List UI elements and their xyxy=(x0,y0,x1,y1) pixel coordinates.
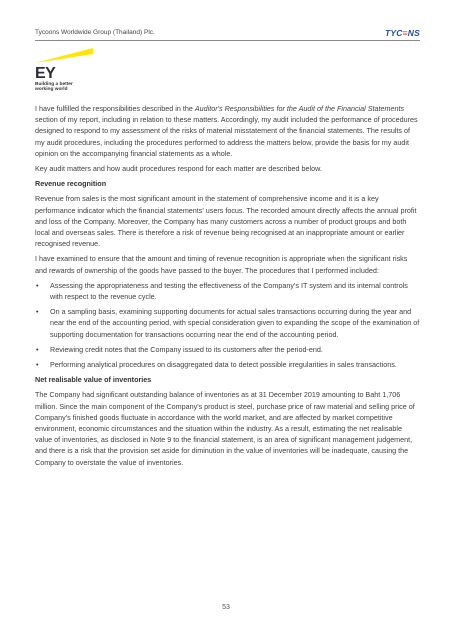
brand-left: TYC xyxy=(385,28,403,38)
inventories-paragraph: The Company had significant outstanding balance of inventories as at 31 December 2019 amounting to Baht 1,706 million. Since the main component of the Company's product is steel, purchase price of raw material and selling price of Company's finished goods fluctuate in accordance with the world market, and are affected by market competitive environment, economic circumstances and the situation within the industry. As a result, estimating the net realisable value of inventories, as disclosed in Note 9 to the financial statement, is an area of significant management judgement, and there is a risk that the provision set aside for diminution in the value of inventories will be inadequate, causing the Company to overstate the value of inventories. xyxy=(35,390,415,467)
ey-tagline-line-1: Building a better xyxy=(35,82,73,87)
revenue-paragraph: Revenue from sales is the most significant amount in the statement of comprehensive income and it is a key performance indicator which the financial statements' users focus. The recorded amount directly affects the annual profit and loss of the Company. Moreover, the Company has many customers across a number of product groups and both local and overseas sales. There is therefore a risk of revenue being recognised at an inappropriate amount or earlier recognised revenue. xyxy=(35,194,417,249)
list-item: • Performing analytical procedures on disaggregated data to detect possible irregularities in sales transactions. xyxy=(35,359,420,370)
report-body xyxy=(35,103,420,472)
brand-right: NS xyxy=(407,28,420,38)
list-item: • Reviewing credit notes that the Company issued to its customers after the period-end. xyxy=(35,344,420,355)
company-name: Tycoons Worldwide Group (Thailand) Plc. xyxy=(35,29,155,36)
brand-mark: ≡ xyxy=(402,28,408,38)
intro-text-rest: section of my report, including in relation to these matters. Accordingly, my audit included the performance of procedures designed to respond to my assessment of the risks of material misstatement of the financial statements. The results of my audit procedures, including the procedures performed to address the matters below, provide the basis for my audit opinion on the accompanying financial statements as a whole. xyxy=(35,115,418,158)
intro-text: I have fulfilled the responsibilities described in the xyxy=(35,104,195,113)
ey-logo xyxy=(35,48,105,92)
intro-paragraph xyxy=(35,103,420,159)
list-item: • On a sampling basis, examining supporting documents for actual sales transactions occurring during the year and near the end of the accounting period, with special consideration given to expanding the scope of the examination of supporting documentation for transactions occurring near the end of the accounting period. xyxy=(35,306,420,340)
ey-beam-icon xyxy=(35,48,95,66)
header-rule xyxy=(35,40,420,41)
procedure-list xyxy=(35,280,420,370)
page-header xyxy=(35,29,420,39)
intro-italic-section: Auditor's Responsibilities for the Audit of the Financial Statements xyxy=(194,104,405,113)
section-heading-inventories: Net realisable value of inventories xyxy=(35,375,152,385)
kam-intro-paragraph: Key audit matters and how audit procedures respond for each matter are described below. xyxy=(35,164,322,174)
ey-tagline-line-2: working world xyxy=(35,87,68,92)
ey-logo-text: EY xyxy=(35,65,56,82)
section-heading-revenue: Revenue recognition xyxy=(35,179,107,189)
revenue-procedures-paragraph: I have examined to ensure that the amount and timing of revenue recognition is appropriate when the significant risks and rewards of ownership of the goods have passed to the buyer. The procedures that I performed included: xyxy=(35,254,408,275)
page-number: 53 xyxy=(222,604,230,611)
tycoons-logo xyxy=(385,28,420,38)
ey-tagline xyxy=(35,82,95,92)
list-item: • Assessing the appropriateness and testing the effectiveness of the Company's IT system and its internal controls with respect to the revenue cycle. xyxy=(35,280,420,302)
